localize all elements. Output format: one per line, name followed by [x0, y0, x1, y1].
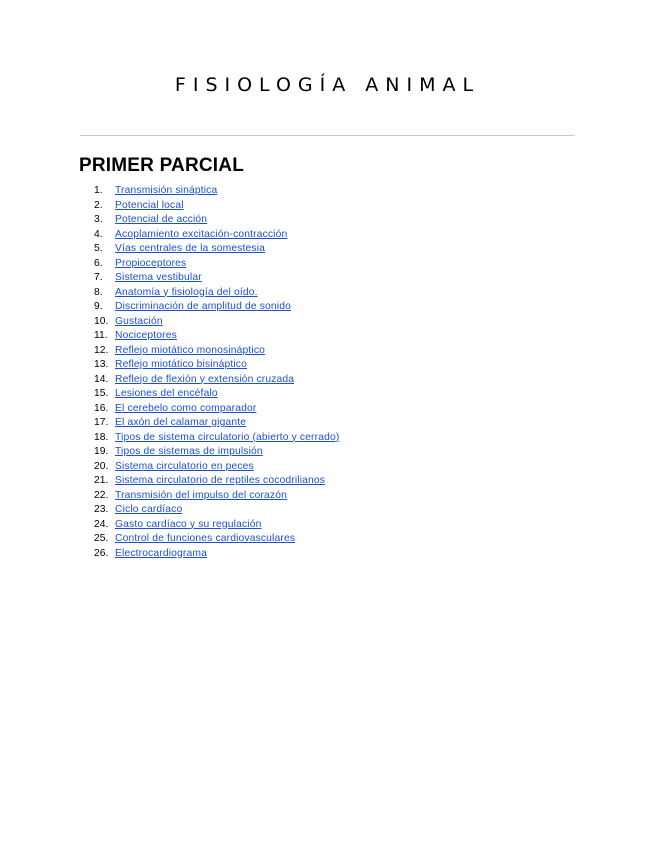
topic-link[interactable]: Discriminación de amplitud de sonido — [115, 301, 291, 312]
list-item — [94, 242, 339, 257]
list-item — [94, 431, 339, 446]
list-item-number: 17. — [94, 417, 109, 428]
horizontal-divider — [80, 135, 575, 136]
list-item — [94, 373, 339, 388]
topic-link[interactable]: Sistema circulatorio en peces — [115, 460, 254, 472]
list-item-number: 7. — [94, 272, 103, 283]
topic-link[interactable]: Reflejo de flexión y extensión cruzada — [115, 373, 295, 385]
list-item — [94, 474, 339, 489]
list-item-number: 1. — [94, 185, 103, 196]
list-item — [94, 228, 339, 243]
list-item — [94, 489, 339, 504]
list-item-number: 3. — [94, 214, 103, 225]
topic-link[interactable]: Acoplamiento excitación-contracción — [115, 228, 288, 240]
topic-link[interactable]: Tipos de sistema circulatorio (abierto y cerrado) — [115, 431, 340, 443]
topic-link[interactable]: Potencial local — [115, 199, 184, 211]
list-item — [94, 402, 339, 417]
topic-link[interactable]: Vías centrales de la somestesia — [115, 243, 266, 254]
list-item-number: 4. — [94, 228, 103, 240]
list-item-number: 9. — [94, 301, 103, 312]
topic-link[interactable]: Anatomía y fisiología del oído. — [115, 286, 258, 298]
list-item-number: 12. — [94, 344, 109, 356]
list-item-number: 19. — [94, 446, 109, 457]
list-item — [94, 300, 339, 315]
list-item — [94, 213, 339, 228]
list-item-number: 13. — [94, 359, 109, 370]
list-item-number: 10. — [94, 315, 109, 327]
table-of-contents — [94, 184, 339, 561]
list-item — [94, 358, 339, 373]
list-item — [94, 271, 339, 286]
section-heading: PRIMER PARCIAL — [79, 155, 245, 176]
topic-link[interactable]: Control de funciones cardiovasculares — [115, 533, 296, 544]
list-item-number: 23. — [94, 504, 109, 515]
topic-link[interactable]: Ciclo cardíaco — [115, 504, 183, 515]
list-item — [94, 532, 339, 547]
topic-link[interactable]: Nociceptores — [115, 330, 177, 341]
topic-link[interactable]: Reflejo miotático monosináptico — [115, 344, 266, 356]
topic-link[interactable]: Sistema vestibular — [115, 272, 202, 283]
list-item-number: 2. — [94, 199, 103, 211]
list-item — [94, 199, 339, 214]
list-item-number: 20. — [94, 460, 109, 472]
list-item-number: 24. — [94, 518, 109, 530]
list-item-number: 6. — [94, 257, 103, 269]
list-item-number: 26. — [94, 547, 109, 559]
list-item-number: 8. — [94, 286, 103, 298]
topic-link[interactable]: Gasto cardíaco y su regulación — [115, 518, 262, 530]
topic-link[interactable]: Transmisión sináptica — [115, 185, 218, 196]
list-item-number: 25. — [94, 533, 109, 544]
topic-link[interactable]: El axón del calamar gigante — [115, 417, 247, 428]
topic-link[interactable]: El cerebelo como comparador — [115, 402, 257, 414]
list-item — [94, 503, 339, 518]
list-item-number: 18. — [94, 431, 109, 443]
list-item-number: 14. — [94, 373, 109, 385]
list-item — [94, 416, 339, 431]
list-item — [94, 184, 339, 199]
list-item — [94, 315, 339, 330]
topic-link[interactable]: Tipos de sistemas de impulsión — [115, 446, 263, 457]
list-item-number: 11. — [94, 330, 108, 341]
list-item — [94, 518, 339, 533]
list-item-number: 16. — [94, 402, 109, 414]
list-item — [94, 286, 339, 301]
list-item — [94, 257, 339, 272]
topic-link[interactable]: Sistema circulatorio de reptiles cocodrilianos — [115, 475, 326, 486]
list-item — [94, 460, 339, 475]
list-item — [94, 547, 339, 562]
topic-link[interactable]: Gustación — [115, 315, 163, 327]
topic-link[interactable]: Propioceptores — [115, 257, 187, 269]
list-item — [94, 445, 339, 460]
list-item — [94, 344, 339, 359]
list-item — [94, 329, 339, 344]
list-item-number: 22. — [94, 489, 109, 501]
list-item-number: 5. — [94, 243, 103, 254]
topic-link[interactable]: Lesiones del encéfalo — [115, 388, 218, 399]
document-title: FISIOLOGÍA ANIMAL — [174, 74, 481, 96]
topic-link[interactable]: Transmisión del impulso del corazón — [115, 489, 287, 501]
topic-link[interactable]: Potencial de acción — [115, 214, 208, 225]
topic-link[interactable]: Reflejo miotático bisináptico — [115, 359, 247, 370]
list-item-number: 15. — [94, 388, 109, 399]
list-item-number: 21. — [94, 475, 109, 486]
list-item — [94, 387, 339, 402]
topic-link[interactable]: Electrocardiograma — [115, 547, 207, 559]
